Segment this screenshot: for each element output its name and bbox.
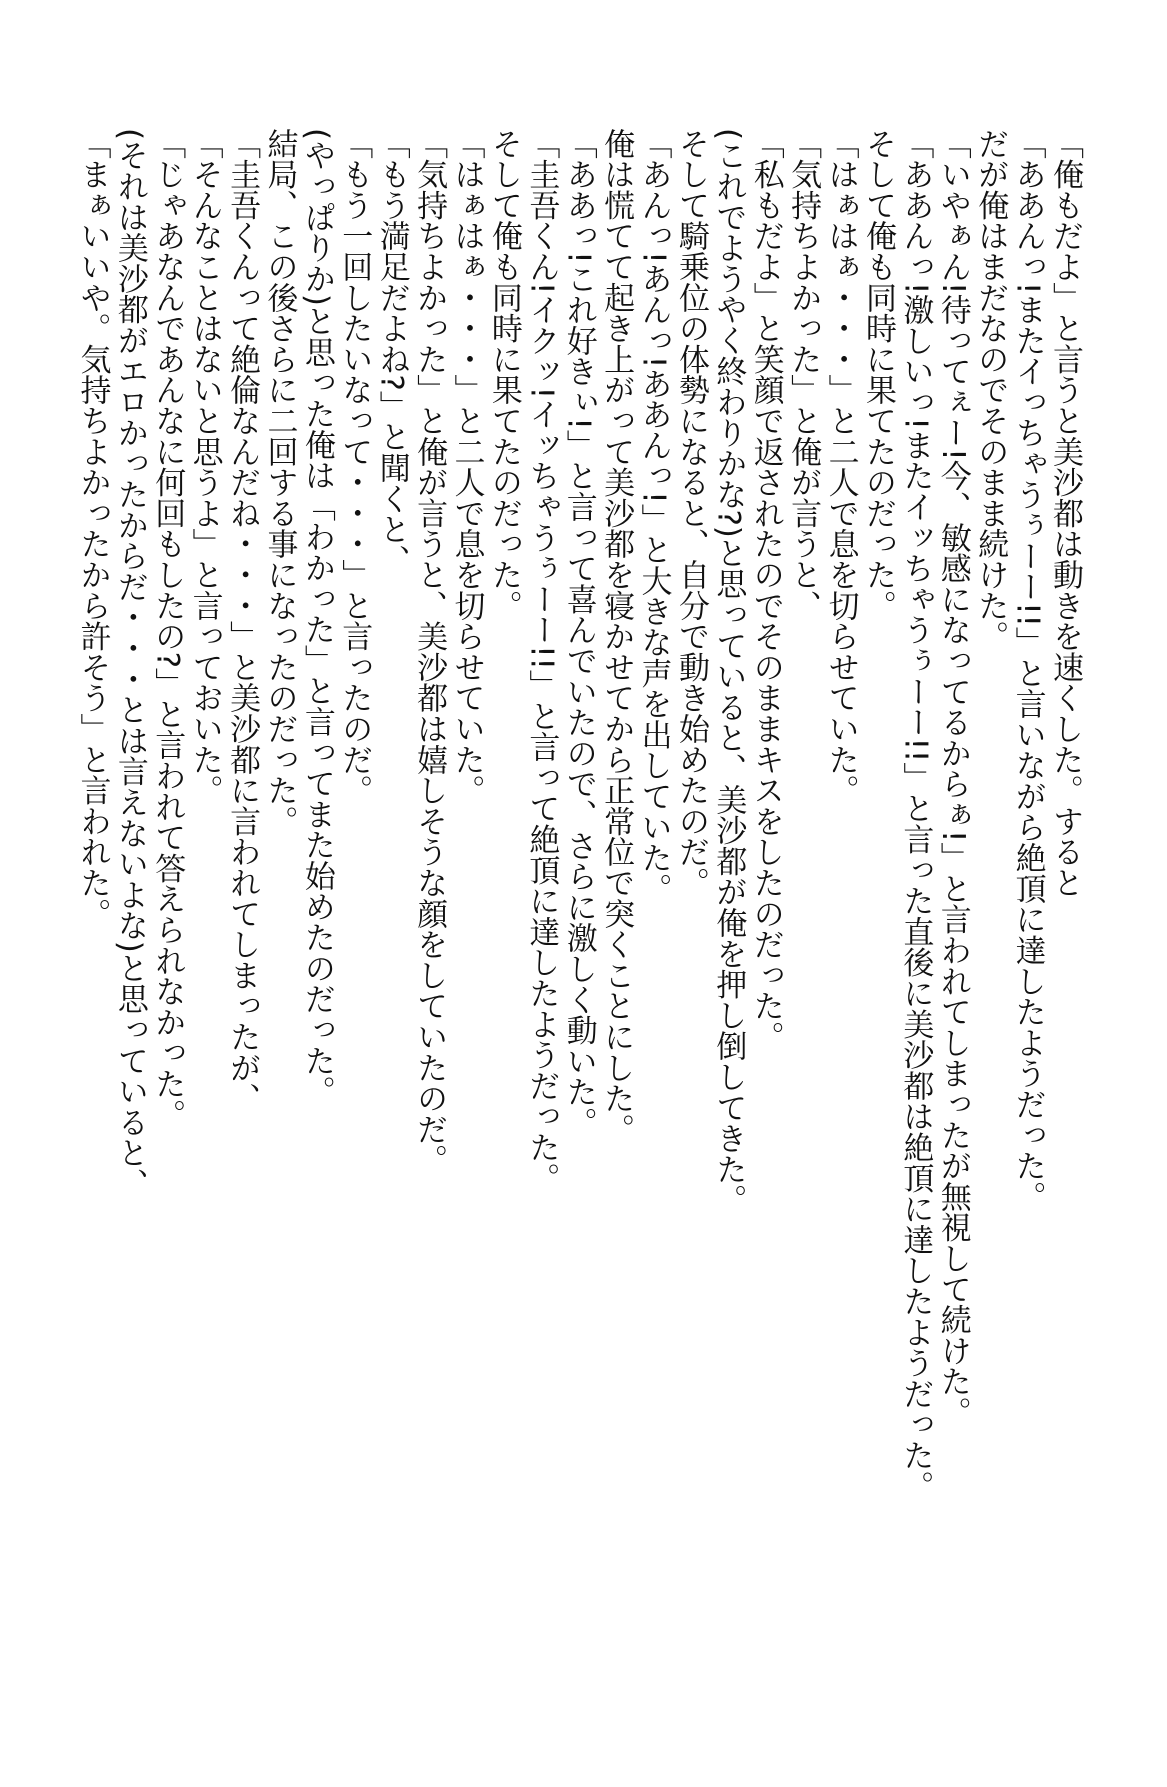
- text-line: 「俺もだよ」と言うと美沙都は動きを速くした。すると: [1047, 128, 1083, 898]
- text-line: 「ああっ!これ好きぃ!」と言って喜んでいたので、さらに激しく動いた。: [560, 128, 597, 1139]
- text-line: そして騎乗位の体勢になると、自分で動き始めたのだ。: [672, 128, 709, 898]
- text-line: 「いやぁん!待ってぇー!今、敏感になってるからぁ!」と言われてしまったが無視して続けた。: [934, 128, 971, 1428]
- text-line: 「まぁいいや。気持ちよかったから許そう」と言われた。: [74, 128, 111, 929]
- text-line: (それは美沙都がエロかったからだ・・・とは言えないよな)と思っていると、: [111, 128, 148, 1199]
- text-line: 「圭吾くん!イクッ!イッちゃうぅーー!!」と言って絶頂に達したようだった。: [523, 128, 560, 1194]
- text-line: (これでようやく終わりかな?)と思っていると、美沙都が俺を押し倒してきた。: [710, 128, 747, 1216]
- text-line: 「もう満足だよね?」と聞くと、: [373, 128, 410, 576]
- text-line: 俺は慌てて起き上がって美沙都を寝かせてから正常位で突くことにした。: [598, 128, 635, 1145]
- text-line: そして俺も同時に果てたのだった。: [859, 128, 896, 621]
- text-line: 「もう一回したいなって・・・」と言ったのだ。: [336, 128, 373, 806]
- text-line: 「私もだよ」と笑顔で返されたのでそのままキスをしたのだった。: [747, 128, 784, 1053]
- text-line: 「あんっ!あんっ!ああんっ!」と大きな声を出していた。: [635, 128, 672, 904]
- text-line: 「はぁはぁ・・・」と二人で息を切らせていた。: [822, 128, 859, 806]
- text-line: 「じゃあなんであんなに何回もしたの?」と言われて答えられなかった。: [149, 128, 186, 1130]
- text-line: 「そんなことはないと思うよ」と言っておいた。: [186, 128, 223, 806]
- text-line: 「ああんっ!またイっちゃうぅーー!!」と言いながら絶頂に達したようだった。: [1009, 128, 1046, 1212]
- text-line: 「ああんっ!激しいっ!またイッちゃうぅーー!!」と言った直後に美沙都は絶頂に達したようだった。: [897, 128, 934, 1502]
- text-line: 「はぁはぁ・・・」と二人で息を切らせていた。: [448, 128, 485, 806]
- text-line: (やっぱりか)と思った俺は「わかった」と言ってまた始めたのだった。: [298, 128, 335, 1107]
- vertical-text-block: [73, 128, 1083, 1728]
- text-line: 「圭吾くんって絶倫なんだね・・・」と美沙都に言われてしまったが、: [224, 128, 261, 1114]
- text-line: 結局、この後さらに二回する事になったのだった。: [261, 128, 298, 837]
- text-line: だが俺はまだなのでそのまま続けた。: [972, 128, 1009, 652]
- text-line: そして俺も同時に果てたのだった。: [485, 128, 522, 621]
- text-line: 「気持ちよかった」と俺が言うと、美沙都は嬉しそうな顔をしていたのだ。: [411, 128, 448, 1176]
- text-line: 「気持ちよかった」と俺が言うと、: [785, 128, 822, 621]
